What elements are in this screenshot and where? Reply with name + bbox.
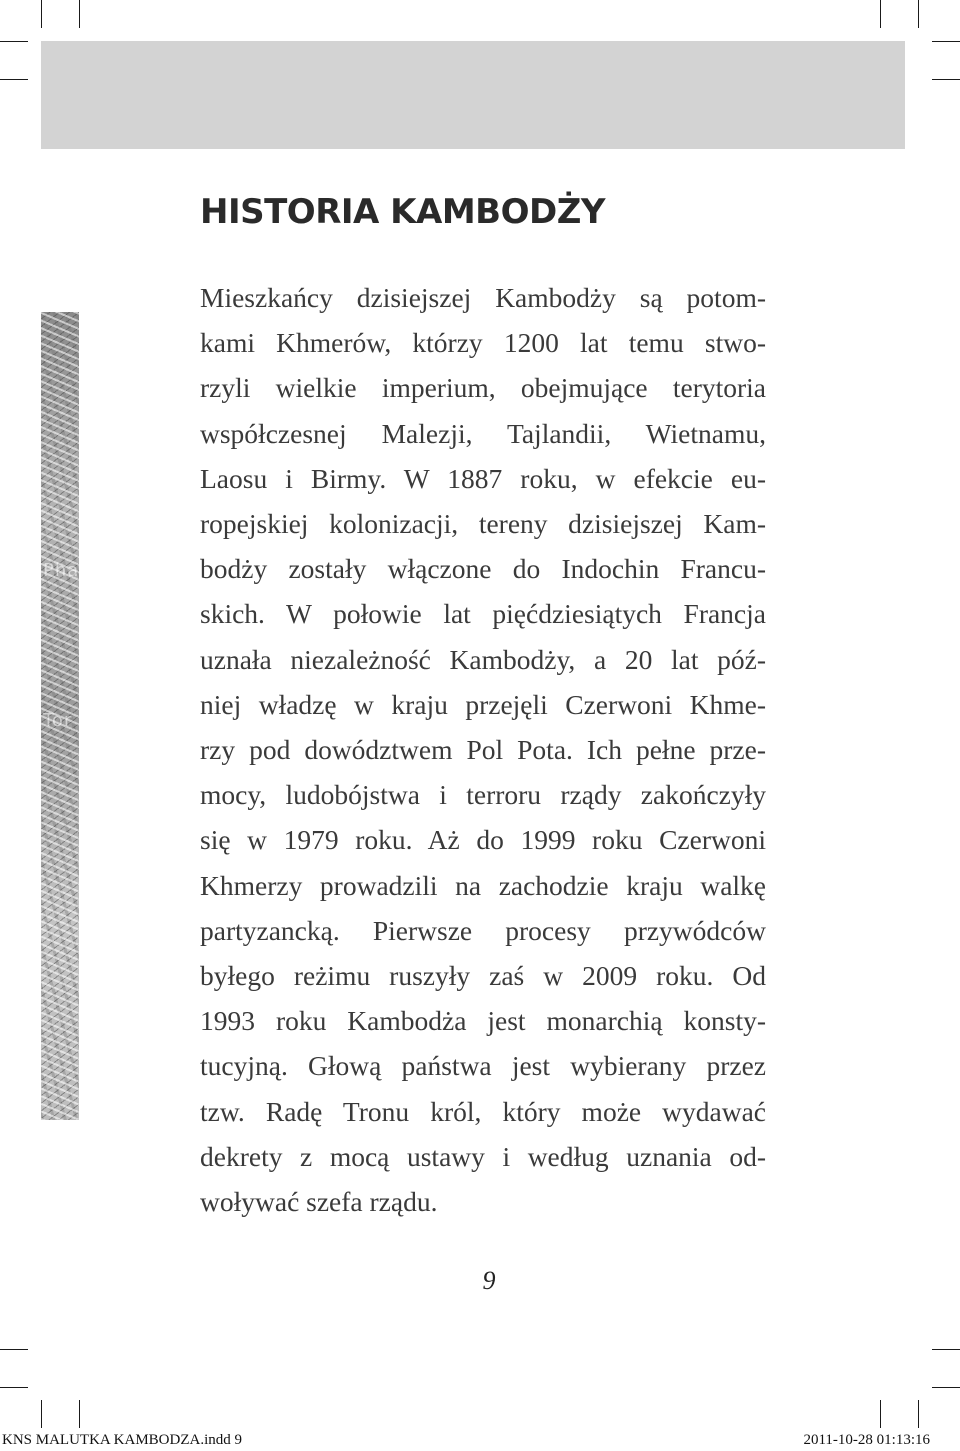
crop-mark (0, 41, 28, 42)
body-line: skich. W połowie lat pięćdziesiątych Francja (200, 598, 766, 630)
crop-mark (932, 41, 960, 42)
body-line: Khmerzy prowadzili na zachodzie kraju walkę (200, 869, 766, 901)
body-line: byłego reżimu ruszyły zaś w 2009 roku. Od (200, 960, 766, 992)
body-line: bodży zostały włączone do Indochin Francu- (200, 553, 766, 585)
body-line: się w 1979 roku. Aż do 1999 roku Czerwoni (200, 824, 766, 856)
page-title: HISTORIA KAMBODŻY (200, 192, 605, 232)
body-line: mocy, ludobójstwa i terroru rządy zakończyły (200, 779, 766, 811)
crop-mark (932, 1387, 960, 1388)
body-line: Mieszkańcy dzisiejszej Kambodży są potom- (200, 282, 766, 313)
relief-map-strip (41, 312, 79, 1120)
body-line: współczesnej Malezji, Tajlandii, Wietnamu, (200, 417, 766, 449)
body-line: partyzancką. Pierwsze procesy przywódców (200, 914, 766, 946)
crop-mark (79, 1400, 80, 1428)
body-line: ropejskiej kolonizacji, tereny dzisiejszej Kam- (200, 508, 766, 540)
crop-mark (0, 1349, 28, 1350)
body-line: 1993 roku Kambodża jest monarchią konsty- (200, 1005, 766, 1037)
body-line: uznała niezależność Kambodży, a 20 lat póź- (200, 643, 766, 675)
crop-mark (0, 79, 28, 80)
crop-mark (880, 0, 881, 28)
body-line: tzw. Radę Tronu król, który może wydawać (200, 1095, 766, 1127)
body-line: woływać szefa rządu. (200, 1186, 438, 1218)
body-line: rzy pod dowództwem Pol Pota. Ich pełne prze- (200, 734, 766, 766)
body-line: dekrety z mocą ustawy i według uznania od- (200, 1140, 766, 1172)
body-line: rzyli wielkie imperium, obejmujące terytoria (200, 372, 766, 404)
slug-filename: KNS MALUTKA KAMBODZA.indd 9 (2, 1432, 243, 1448)
crop-mark (41, 0, 42, 28)
crop-mark (932, 79, 960, 80)
crop-mark (918, 1400, 919, 1428)
body-line: Laosu i Birmy. W 1887 roku, w efekcie eu- (200, 462, 766, 494)
header-band (41, 41, 905, 149)
crop-mark (0, 1387, 28, 1388)
crop-mark (880, 1400, 881, 1428)
crop-mark (918, 0, 919, 28)
page-number: 9 (482, 1266, 496, 1295)
body-line: niej władzę w kraju przejęli Czerwoni Khme- (200, 688, 766, 720)
relief-map-label: Tor (43, 710, 73, 731)
crop-mark (79, 0, 80, 28)
slug-timestamp: 2011-10-28 01:13:16 (803, 1432, 930, 1448)
body-text (200, 275, 766, 1224)
relief-map-label: Pha (43, 560, 80, 581)
body-line: tucyjną. Głową państwa jest wybierany przez (200, 1050, 766, 1082)
crop-mark (932, 1349, 960, 1350)
body-line: kami Khmerów, którzy 1200 lat temu stwo- (200, 327, 766, 359)
crop-mark (41, 1400, 42, 1428)
